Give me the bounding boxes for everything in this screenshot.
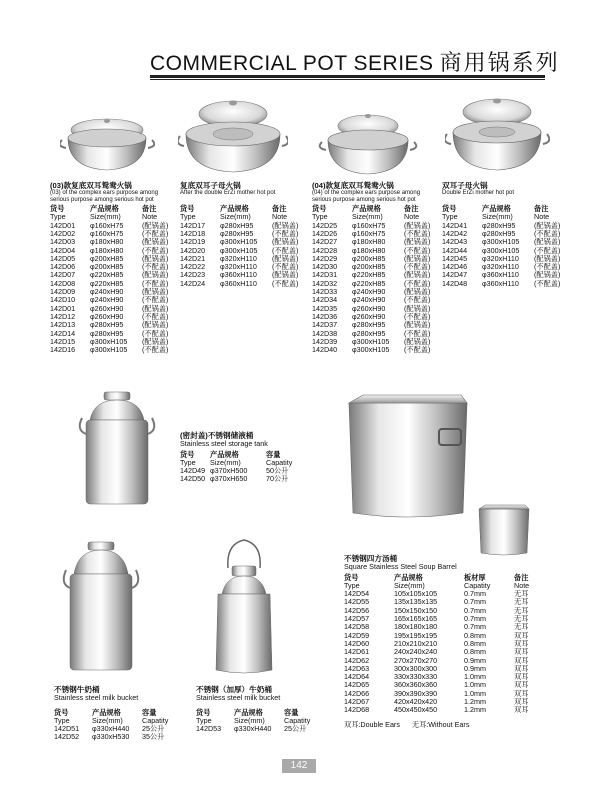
table-cell: 142D28	[312, 245, 338, 255]
table-cell: 142D46	[442, 262, 468, 272]
table-cell: 双耳	[514, 663, 529, 673]
table-cell: 142D09	[50, 287, 76, 297]
table-cell: φ280xH95	[352, 328, 386, 338]
table-milk-bucket-thick	[196, 686, 324, 733]
table-cell: 142D19	[180, 237, 206, 247]
table-cell: 142D43	[442, 237, 468, 247]
table-cell: φ280xH95	[220, 229, 254, 238]
product-subtitle: serious purpose among serious hot pot	[50, 196, 154, 203]
table-cell: 142D13	[50, 320, 76, 330]
table-cell: 25公升	[142, 724, 165, 734]
table-cell: 142D66	[344, 688, 370, 698]
table-cell: 0.7mm	[464, 597, 486, 607]
table-cell: (配锅盖)	[272, 220, 299, 230]
table-header-en: Type Size(mm) Capatity	[54, 715, 169, 725]
table-cell: φ240xH90	[352, 287, 386, 297]
table-cell: (不配盖)	[404, 245, 431, 255]
table-cell: 142D59	[344, 630, 370, 640]
table-cell: (配锅盖)	[404, 253, 431, 263]
table-cell: 142D33	[312, 287, 338, 297]
table-header-en: Type Size(mm) Note	[180, 212, 288, 222]
table-cell: 142D17	[180, 220, 206, 230]
table-header-cn: 货号 产品规格 容量	[54, 707, 157, 717]
table-cell: 142D01	[50, 220, 76, 230]
table-header-cn: 货号 产品规格 备注	[442, 204, 549, 214]
table-cell: 0.8mm	[464, 638, 486, 648]
table-row	[442, 280, 570, 288]
table-cell: φ200xH85	[90, 253, 124, 263]
table-cell: 210x210x210	[394, 638, 438, 648]
table-cell: 142D42	[442, 229, 468, 238]
table-cell: (配锅盖)	[272, 270, 299, 280]
table-cell: (不配盖)	[142, 278, 169, 288]
table-cell: 142D41	[442, 220, 468, 230]
header-rule-thin	[150, 79, 545, 80]
table-cell: 双耳	[514, 630, 529, 640]
table-cell: 1.2mm	[464, 705, 486, 715]
table-hot-pot-erzi	[180, 182, 308, 288]
table-cell: (不配盖)	[142, 245, 169, 255]
table-cell: (配锅盖)	[272, 237, 299, 247]
product-subtitle: After the double ErZi mother hot pot	[180, 190, 276, 197]
table-cell: (不配盖)	[404, 295, 431, 305]
product-title: 不锈钢牛奶桶	[54, 685, 100, 694]
table-cell: 142D47	[442, 270, 468, 280]
table-cell: (不配盖)	[404, 311, 431, 321]
table-cell: φ260xH90	[352, 303, 386, 313]
table-cell: φ320xH110	[220, 253, 257, 263]
table-cell: φ220xH85	[90, 270, 124, 280]
table-cell: 0.7mm	[464, 605, 486, 615]
table-cell: 142D67	[344, 697, 370, 707]
table-cell: φ300xH105	[482, 237, 520, 247]
table-cell: (配锅盖)	[404, 336, 431, 346]
product-subtitle: Square Stainless Steel Soup Barrel	[344, 562, 457, 572]
table-cell: (不配盖)	[142, 229, 169, 238]
table-header-en: Type Size(mm) Capatity Note	[344, 580, 530, 590]
table-cell: 35公升	[142, 732, 165, 742]
table-cell: 142D64	[344, 672, 370, 682]
table-cell: φ180xH80	[90, 237, 124, 247]
table-cell: 142D50	[180, 474, 206, 484]
table-cell: 360x360x360	[394, 680, 438, 690]
table-cell: 330x330x330	[394, 672, 438, 682]
table-cell: 无耳	[514, 605, 529, 615]
table-cell: 双耳	[514, 688, 529, 698]
footnote: 双耳:Double Ears 无耳:Without Ears	[344, 719, 470, 729]
table-header-en: Type Size(mm) Note	[50, 212, 158, 222]
table-cell: 1.2mm	[464, 697, 486, 707]
table-hot-pot-03	[50, 182, 178, 354]
table-cell: 165x165x165	[394, 614, 438, 624]
table-header-en: Type Size(mm) Note	[312, 212, 420, 222]
hot-pot-double-image	[445, 94, 550, 178]
table-cell: φ300xH105	[352, 336, 390, 346]
table-cell: 双耳	[514, 680, 529, 690]
table-cell: 142D01	[50, 303, 76, 313]
table-cell: 142D57	[344, 614, 370, 624]
table-cell: 双耳	[514, 672, 529, 682]
table-cell: 142D20	[180, 245, 206, 255]
table-cell: φ320xH110	[482, 262, 519, 272]
product-title: (03)款复底双耳鸳鸯火锅	[50, 181, 132, 190]
table-cell: 142D36	[312, 311, 338, 321]
hot-pot-erzi-image	[178, 96, 288, 180]
table-cell: φ160xH75	[352, 229, 386, 238]
table-cell: 双耳	[514, 705, 529, 715]
product-subtitle: (04) of the complex ears purpose among	[312, 190, 421, 197]
table-cell: 142D03	[50, 237, 76, 247]
table-cell: φ160xH75	[90, 220, 124, 230]
table-cell: (配锅盖)	[142, 287, 169, 297]
table-cell: 0.7mm	[464, 614, 486, 624]
table-cell: 142D02	[50, 229, 76, 238]
table-cell: 105x105x105	[394, 589, 438, 599]
table-cell: 142D65	[344, 680, 370, 690]
table-cell: 300x300x300	[394, 663, 438, 673]
table-row	[312, 346, 440, 354]
table-cell: 142D68	[344, 705, 370, 715]
table-cell: φ320xH110	[482, 253, 519, 263]
product-title: 不锈钢四方汤桶	[344, 554, 398, 563]
table-cell: 142D26	[312, 229, 338, 238]
table-cell: 142D61	[344, 647, 370, 657]
table-cell: (不配盖)	[404, 328, 431, 338]
table-row	[344, 706, 544, 714]
table-cell: φ220xH85	[90, 278, 124, 288]
milk-bucket-thick-image	[206, 538, 282, 678]
hot-pot-04-image	[318, 108, 418, 180]
table-cell: (配锅盖)	[534, 237, 561, 247]
table-cell: φ160xH75	[90, 229, 124, 238]
table-cell: (不配盖)	[534, 278, 561, 288]
table-cell: 142D39	[312, 336, 338, 346]
table-cell: 142D30	[312, 262, 338, 272]
table-storage-tank	[180, 432, 306, 484]
table-cell: φ220xH85	[352, 278, 386, 288]
product-subtitle: Stainless steel milk bucket	[54, 693, 139, 703]
table-cell: 142D24	[180, 278, 206, 288]
table-cell: φ200xH85	[352, 262, 386, 272]
table-cell: 420x420x420	[394, 697, 438, 707]
table-cell: (不配盖)	[272, 278, 299, 288]
table-header-cn: 货号 产品规格 容量	[180, 449, 281, 459]
table-cell: φ240xH90	[352, 295, 386, 305]
table-hot-pot-double	[442, 182, 570, 288]
table-cell: φ300xH105	[352, 345, 390, 355]
table-cell: φ330xH440	[92, 724, 130, 734]
table-cell: (配锅盖)	[534, 270, 561, 280]
table-cell: (配锅盖)	[142, 303, 169, 313]
table-cell: 1.0mm	[464, 680, 486, 690]
table-cell: (配锅盖)	[404, 303, 431, 313]
table-cell: φ300xH105	[90, 345, 128, 355]
table-cell: 390x390x390	[394, 688, 438, 698]
table-cell: φ280xH95	[90, 328, 124, 338]
table-cell: 50公升	[266, 466, 289, 476]
table-header-cn: 货号 产品规格 容量	[196, 707, 299, 717]
table-cell: (配锅盖)	[142, 253, 169, 263]
table-cell: (不配盖)	[272, 245, 299, 255]
table-cell: 142D23	[180, 270, 206, 280]
storage-tank-image	[76, 390, 158, 508]
table-cell: 142D25	[312, 220, 338, 230]
table-cell: 0.9mm	[464, 655, 486, 665]
table-cell: 142D21	[180, 253, 206, 263]
table-cell: 142D18	[180, 229, 206, 238]
table-cell: 142D15	[50, 336, 76, 346]
table-cell: (不配盖)	[142, 328, 169, 338]
table-cell: (不配盖)	[272, 262, 299, 272]
product-subtitle: Double ErZi mother hot pot	[442, 190, 515, 197]
table-cell: 25公升	[284, 724, 307, 734]
table-row	[196, 725, 324, 733]
table-cell: 142D31	[312, 270, 338, 280]
table-cell: 142D04	[50, 245, 76, 255]
table-cell: 450x450x450	[394, 705, 438, 715]
table-header-cn: 货号 产品规格 板材厚 备注	[344, 572, 529, 582]
table-cell: φ300xH105	[220, 245, 258, 255]
table-cell: φ180xH80	[352, 237, 386, 247]
table-cell: φ330xH440	[234, 724, 272, 734]
table-cell: φ360xH110	[482, 270, 519, 280]
table-cell: φ320xH110	[220, 262, 257, 272]
table-cell: φ240xH90	[90, 295, 124, 305]
table-cell: (配锅盖)	[142, 270, 169, 280]
table-cell: 142D07	[50, 270, 76, 280]
table-cell: 142D62	[344, 655, 370, 665]
table-cell: 142D40	[312, 345, 338, 355]
table-header-en: Type Size(mm) Note	[442, 212, 550, 222]
table-cell: (配锅盖)	[534, 220, 561, 230]
table-cell: 142D38	[312, 328, 338, 338]
table-cell: 双耳	[514, 638, 529, 648]
table-cell: 142D10	[50, 295, 76, 305]
table-cell: (不配盖)	[534, 245, 561, 255]
table-milk-bucket	[54, 686, 182, 742]
table-cell: (配锅盖)	[142, 320, 169, 330]
table-cell: (不配盖)	[142, 311, 169, 321]
table-cell: φ330xH530	[92, 732, 130, 742]
table-cell: φ300xH105	[482, 245, 520, 255]
table-cell: (配锅盖)	[142, 336, 169, 346]
product-subtitle: Stainless steel storage tank	[180, 439, 268, 449]
table-cell: φ260xH90	[90, 311, 124, 321]
table-cell: 双耳	[514, 697, 529, 707]
product-title: 双耳子母火锅	[442, 181, 488, 190]
table-cell: 0.7mm	[464, 589, 486, 599]
table-cell: 1.0mm	[464, 672, 486, 682]
table-cell: φ240xH90	[90, 287, 124, 297]
table-cell: 142D22	[180, 262, 206, 272]
table-header-en: Type Size(mm) Capatity	[196, 715, 311, 725]
table-cell: (配锅盖)	[404, 320, 431, 330]
table-cell: 142D08	[50, 278, 76, 288]
table-cell: 142D06	[50, 262, 76, 272]
table-cell: (不配盖)	[272, 229, 299, 238]
table-cell: 双耳	[514, 647, 529, 657]
table-cell: 195x195x195	[394, 630, 438, 640]
table-cell: 240x240x240	[394, 647, 438, 657]
table-cell: 142D60	[344, 638, 370, 648]
table-cell: φ360xH110	[220, 278, 257, 288]
table-cell: 142D16	[50, 345, 76, 355]
table-cell: 142D45	[442, 253, 468, 263]
product-subtitle: serious purpose among serious hot pot	[312, 196, 416, 203]
table-cell: 142D58	[344, 622, 370, 632]
table-cell: φ280xH95	[482, 220, 516, 230]
page-title	[150, 46, 560, 77]
table-cell: φ370xH500	[210, 466, 248, 476]
table-header-cn: 货号 产品规格 备注	[50, 204, 157, 214]
table-cell: φ280xH95	[90, 320, 124, 330]
table-cell: 142D34	[312, 295, 338, 305]
product-title: 复底双耳子母火锅	[180, 181, 241, 190]
table-cell: 双耳	[514, 655, 529, 665]
table-cell: (配锅盖)	[142, 220, 169, 230]
table-cell: φ200xH85	[352, 253, 386, 263]
table-cell: φ300xH105	[90, 336, 128, 346]
table-cell: φ200xH85	[90, 262, 124, 272]
table-cell: φ260xH90	[352, 311, 386, 321]
table-cell: 0.8mm	[464, 647, 486, 657]
table-cell: 1.0mm	[464, 688, 486, 698]
table-cell: 142D63	[344, 663, 370, 673]
table-header-en: Type Size(mm) Capatity	[180, 457, 293, 467]
table-cell: 无耳	[514, 597, 529, 607]
table-cell: 142D55	[344, 597, 370, 607]
table-cell: φ280xH95	[220, 220, 254, 230]
table-hot-pot-04	[312, 182, 440, 354]
table-cell: (不配盖)	[142, 262, 169, 272]
hot-pot-03-image	[60, 108, 155, 178]
header-rule	[150, 75, 545, 78]
table-cell: (不配盖)	[404, 262, 431, 272]
product-title: (密封盖)不锈钢储液桶	[180, 431, 254, 440]
product-subtitle: Stainless steel milk bucket	[196, 693, 281, 703]
table-row	[54, 733, 182, 741]
table-cell: 142D48	[442, 278, 468, 288]
page-title-cn: 商用锅系列	[439, 50, 560, 75]
table-cell: 142D37	[312, 320, 338, 330]
table-cell: φ360xH110	[220, 270, 257, 280]
table-cell: 70公升	[266, 474, 289, 484]
table-cell: (配锅盖)	[272, 253, 299, 263]
table-cell: φ370xH650	[210, 474, 248, 484]
table-cell: 无耳	[514, 614, 529, 624]
table-cell: 无耳	[514, 622, 529, 632]
table-cell: (配锅盖)	[534, 253, 561, 263]
table-cell: (不配盖)	[142, 345, 169, 355]
table-cell: (不配盖)	[404, 229, 431, 238]
table-cell: 180x180x180	[394, 622, 438, 632]
table-cell: 0.9mm	[464, 663, 486, 673]
table-cell: φ260xH90	[90, 303, 124, 313]
table-cell: 142D49	[180, 466, 206, 476]
table-cell: (配锅盖)	[404, 270, 431, 280]
table-row	[50, 346, 178, 354]
table-cell: φ360xH110	[482, 278, 519, 288]
table-cell: 142D29	[312, 253, 338, 263]
product-subtitle: (03) of the complex ears purpose among	[50, 190, 159, 197]
table-cell: 142D32	[312, 278, 338, 288]
table-cell: 142D54	[344, 589, 370, 599]
product-title: (04)款复底双耳鸳鸯火锅	[312, 181, 394, 190]
table-cell: φ300xH105	[220, 237, 258, 247]
table-cell: 142D27	[312, 237, 338, 247]
table-cell: (不配盖)	[534, 262, 561, 272]
table-cell: 270x270x270	[394, 655, 438, 665]
table-cell: 142D44	[442, 245, 468, 255]
table-soup-barrel	[344, 555, 544, 729]
table-cell: (不配盖)	[404, 345, 431, 355]
table-cell: 142D51	[54, 724, 80, 734]
square-barrel-large-image	[343, 393, 473, 521]
table-cell: 142D53	[196, 724, 222, 734]
table-cell: 142D52	[54, 732, 80, 742]
table-cell: 142D14	[50, 328, 76, 338]
table-cell: φ280xH95	[482, 229, 516, 238]
table-cell: (配锅盖)	[404, 220, 431, 230]
table-cell: 135x135x135	[394, 597, 438, 607]
product-title: 不锈钢（加厚）牛奶桶	[196, 685, 272, 694]
table-cell: (配锅盖)	[404, 287, 431, 297]
table-cell: 142D12	[50, 311, 76, 321]
milk-bucket-image	[60, 540, 142, 674]
table-cell: 无耳	[514, 589, 529, 599]
table-cell: 150x150x150	[394, 605, 438, 615]
table-header-cn: 货号 产品规格 备注	[180, 204, 287, 214]
table-row	[180, 475, 306, 483]
table-cell: 142D56	[344, 605, 370, 615]
table-cell: (配锅盖)	[142, 237, 169, 247]
table-cell: (不配盖)	[404, 278, 431, 288]
table-header-cn: 货号 产品规格 备注	[312, 204, 419, 214]
table-cell: 142D05	[50, 253, 76, 263]
page-number: 142	[282, 759, 316, 773]
table-cell: (配锅盖)	[404, 237, 431, 247]
table-cell: φ180xH80	[90, 245, 124, 255]
table-cell: φ220xH85	[352, 270, 386, 280]
table-cell: (不配盖)	[534, 229, 561, 238]
page-title-en: COMMERCIAL POT SERIES	[150, 52, 434, 75]
table-cell: 0.8mm	[464, 630, 486, 640]
table-cell: 0.7mm	[464, 622, 486, 632]
square-barrel-small-image	[476, 503, 532, 557]
table-row	[180, 280, 308, 288]
table-cell: 142D35	[312, 303, 338, 313]
table-cell: φ180xH80	[352, 245, 386, 255]
table-cell: (不配盖)	[142, 295, 169, 305]
table-cell: φ280xH95	[352, 320, 386, 330]
table-cell: φ160xH75	[352, 220, 386, 230]
